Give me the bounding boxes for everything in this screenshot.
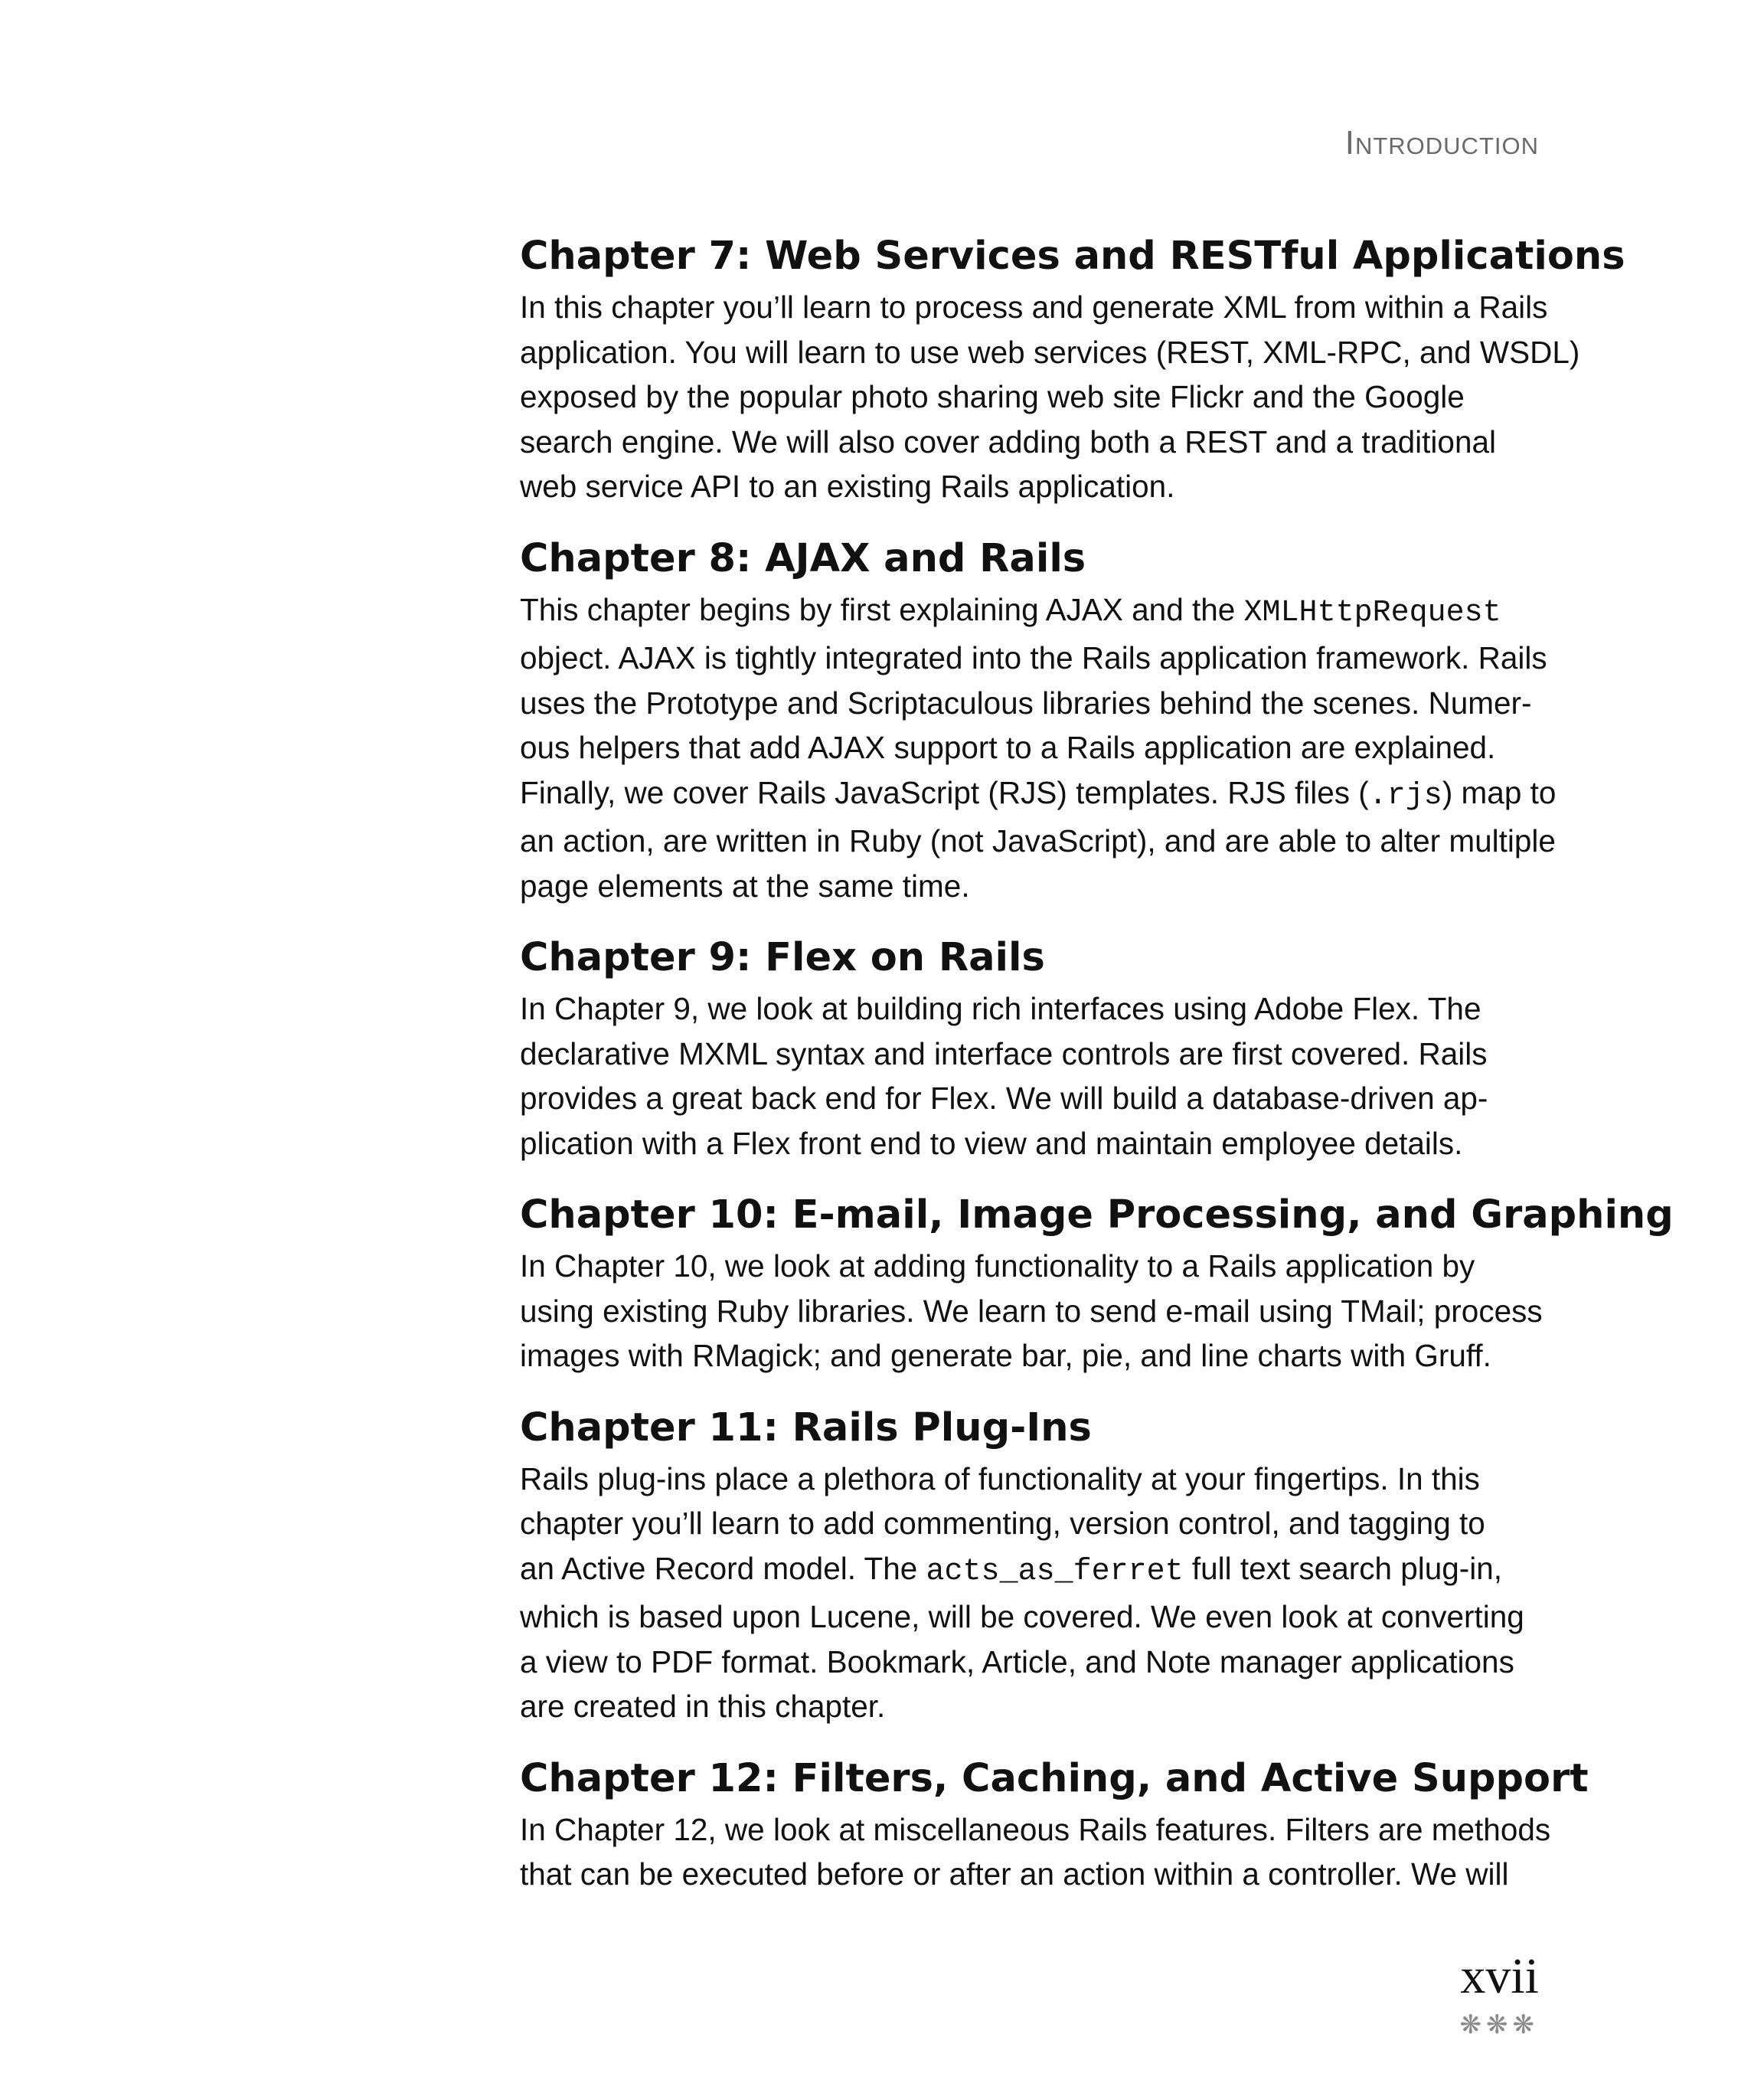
chapter-section	[520, 230, 1625, 509]
chapter-heading: Chapter 11: Rails Plug-Ins	[520, 1405, 1092, 1450]
chapter-section	[520, 1401, 1546, 1729]
text-line: In Chapter 9, we look at building rich interfaces using Adobe Flex. The	[520, 991, 1481, 1026]
text-line: a view to PDF format. Bookmark, Article, and Note manager applications	[520, 1643, 1514, 1679]
text-line: are created in this chapter.	[520, 1689, 886, 1724]
text-line: chapter you’ll learn to add commenting, version control, and tagging to	[520, 1506, 1485, 1541]
inline-code: acts_as_ferret	[926, 1554, 1184, 1589]
text-fragment: ) map to	[1442, 774, 1557, 810]
text-line: images with RMagick; and generate bar, pie, and line charts with Gruff.	[520, 1338, 1491, 1373]
chapter-description	[520, 1457, 1546, 1729]
chapter-heading: Chapter 10: E-mail, Image Processing, and Graphing	[520, 1192, 1674, 1238]
chapter-section	[520, 1189, 1674, 1378]
chapter-section	[520, 1752, 1589, 1897]
text-line: web service API to an existing Rails application.	[520, 469, 1175, 504]
text-fragment: full text search plug-in,	[1183, 1550, 1503, 1586]
page-number: xvii	[1460, 1948, 1539, 2004]
text-line: In Chapter 12, we look at miscellaneous Rails features. Filters are methods	[520, 1811, 1551, 1847]
inline-code: XMLHttpRequest	[1243, 595, 1501, 630]
text-line	[520, 1546, 1546, 1595]
text-line: provides a great back end for Flex. We will build a database-driven ap-	[520, 1081, 1488, 1116]
folio	[1459, 1948, 1539, 2040]
chapter-heading: Chapter 9: Flex on Rails	[520, 935, 1045, 980]
text-line: application. You will learn to use web services (REST, XML-RPC, and WSDL)	[520, 334, 1580, 370]
text-line	[520, 770, 1557, 819]
text-line: search engine. We will also cover adding both a REST and a traditional	[520, 424, 1496, 459]
text-line: which is based upon Lucene, will be covered. We even look at converting	[520, 1599, 1524, 1634]
ornament-icon: ❋❋❋	[1459, 2010, 1539, 2040]
chapter-description	[520, 587, 1557, 909]
text-line: uses the Prototype and Scriptaculous libraries behind the scenes. Numer-	[520, 685, 1532, 721]
text-line: ous helpers that add AJAX support to a Rails application are explained.	[520, 730, 1496, 765]
inline-code: .rjs	[1368, 778, 1442, 813]
text-fragment: Finally, we cover Rails JavaScript (RJS) templates. RJS files (	[520, 774, 1369, 810]
chapter-heading: Chapter 7: Web Services and RESTful Applications	[520, 234, 1625, 279]
chapter-section	[520, 532, 1557, 909]
text-line: exposed by the popular photo sharing web site Flickr and the Google	[520, 379, 1465, 414]
chapter-heading: Chapter 8: AJAX and Rails	[520, 535, 1086, 581]
chapter-description	[520, 1807, 1551, 1897]
text-line: declarative MXML syntax and interface controls are first covered. Rails	[520, 1035, 1488, 1071]
text-line: In Chapter 10, we look at adding functionality to a Rails application by	[520, 1248, 1475, 1284]
text-line: an action, are written in Ruby (not JavaScript), and are able to alter multiple	[520, 823, 1556, 858]
chapter-description	[520, 285, 1580, 509]
chapter-heading: Chapter 12: Filters, Caching, and Active Support	[520, 1755, 1589, 1801]
text-line: In this chapter you’ll learn to process and generate XML from within a Rails	[520, 289, 1548, 325]
running-head: Introduction	[1344, 124, 1539, 162]
chapter-description	[520, 1244, 1546, 1378]
chapter-section	[520, 931, 1546, 1166]
text-line: plication with a Flex front end to view and maintain employee details.	[520, 1125, 1463, 1161]
text-line: that can be executed before or after an action within a controller. We will	[520, 1856, 1509, 1892]
chapter-description	[520, 986, 1546, 1166]
text-line: object. AJAX is tightly integrated into the Rails application framework. Rails	[520, 640, 1547, 675]
text-line: Rails plug-ins place a plethora of functionality at your fingertips. In this	[520, 1460, 1480, 1496]
text-fragment: This chapter begins by first explaining AJAX and the	[520, 591, 1244, 627]
text-line	[520, 587, 1546, 636]
text-line: using existing Ruby libraries. We learn to send e-mail using TMail; process	[520, 1293, 1543, 1329]
text-fragment: an Active Record model. The	[520, 1550, 926, 1586]
text-line: page elements at the same time.	[520, 868, 970, 904]
page-content	[520, 230, 1674, 1920]
